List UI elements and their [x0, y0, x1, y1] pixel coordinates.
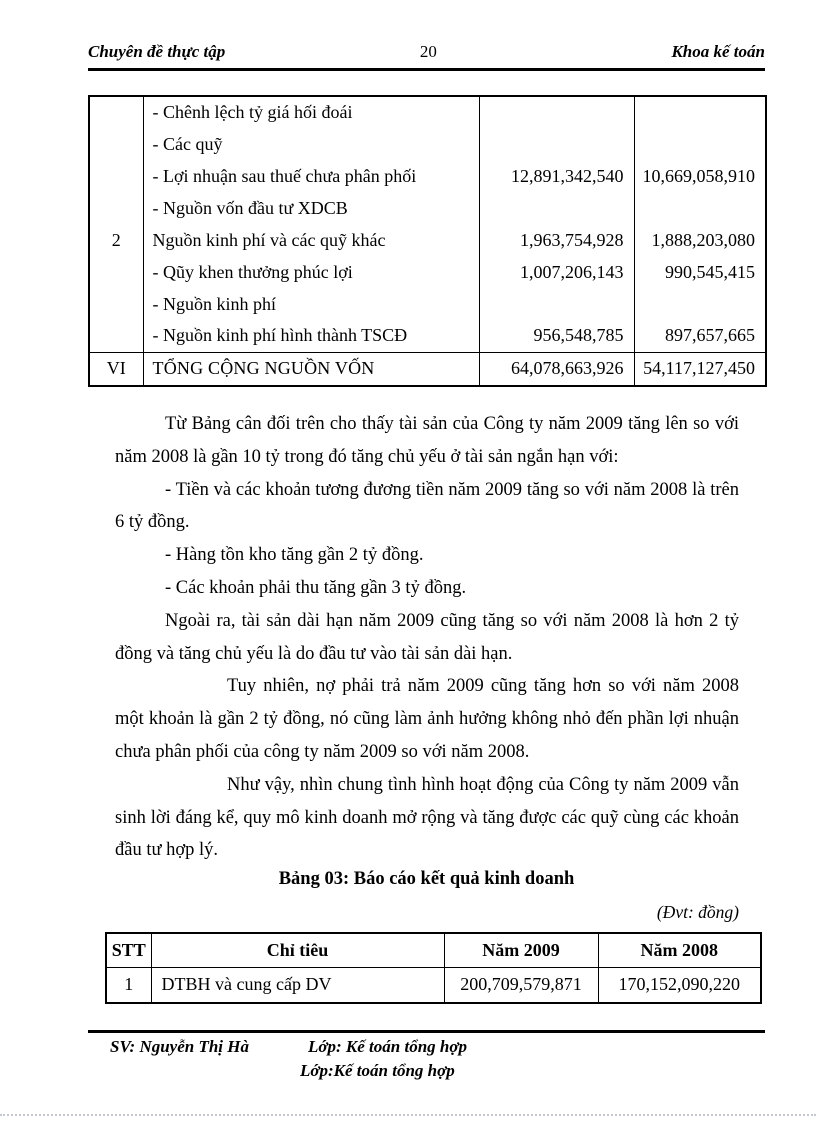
- col-header-nam-2009: Năm 2009: [444, 933, 598, 967]
- value-2008-cell: [634, 192, 766, 224]
- value-2008-cell: [634, 128, 766, 160]
- balance-sheet-table: [88, 95, 767, 387]
- table-row: [89, 192, 766, 224]
- label-cell: - Chênh lệch tỷ giá hối đoái: [143, 96, 479, 128]
- income-statement-table: [105, 932, 762, 1004]
- col-header-nam-2008: Năm 2008: [598, 933, 761, 967]
- stt-cell: [89, 256, 143, 288]
- value-2009-cell: 64,078,663,926: [479, 352, 634, 386]
- label-cell: - Nguồn kinh phí hình thành TSCĐ: [143, 320, 479, 352]
- footer-rule: [88, 1030, 765, 1033]
- value-2008-cell: [634, 96, 766, 128]
- value-2008-cell: 170,152,090,220: [598, 967, 761, 1003]
- page-bottom-dotted-rule: [0, 1114, 816, 1116]
- value-2008-cell: 897,657,665: [634, 320, 766, 352]
- page-header: [88, 42, 765, 62]
- value-2009-cell: 956,548,785: [479, 320, 634, 352]
- label-cell: Nguồn kinh phí và các quỹ khác: [143, 224, 479, 256]
- stt-cell: [89, 128, 143, 160]
- table-row: [89, 128, 766, 160]
- value-2009-cell: 200,709,579,871: [444, 967, 598, 1003]
- table-row: [106, 967, 761, 1003]
- bullet-item: - Các khoản phải thu tăng gần 3 tỷ đồng.: [165, 577, 467, 598]
- header-row: [106, 933, 761, 967]
- table-row: [89, 96, 766, 128]
- value-2009-cell: [479, 288, 634, 320]
- header-course-title: Chuyên đề thực tập: [88, 42, 226, 61]
- label-cell: - Các quỹ: [143, 128, 479, 160]
- stt-cell: 1: [106, 967, 151, 1003]
- stt-cell: [89, 320, 143, 352]
- label-cell: - Qũy khen thưởng phúc lợi: [143, 256, 479, 288]
- label-cell: - Nguồn vốn đầu tư XDCB: [143, 192, 479, 224]
- stt-cell: VI: [89, 352, 143, 386]
- value-2008-cell: 1,888,203,080: [634, 224, 766, 256]
- analysis-text: [115, 408, 739, 867]
- table-row: [89, 256, 766, 288]
- label-cell: - Lợi nhuận sau thuế chưa phân phối: [143, 160, 479, 192]
- stt-cell: [89, 96, 143, 128]
- stt-cell: [89, 192, 143, 224]
- value-2009-cell: 1,963,754,928: [479, 224, 634, 256]
- paragraph: Từ Bảng cân đối trên cho thấy tài sản của Công ty năm 2009 tăng lên so với năm 2008 là gần 10 tỷ trong đó tăng chủ yếu ở tài sản ngắn hạn với:: [115, 414, 739, 467]
- class-name-2: Lớp:Kế toán tổng hợp: [300, 1061, 455, 1080]
- stt-cell: [89, 288, 143, 320]
- stt-cell: 2: [89, 224, 143, 256]
- value-2009-cell: [479, 192, 634, 224]
- value-2009-cell: [479, 96, 634, 128]
- label-cell: - Nguồn kinh phí: [143, 288, 479, 320]
- value-2008-cell: [634, 288, 766, 320]
- value-2009-cell: 1,007,206,143: [479, 256, 634, 288]
- header-rule: [88, 68, 765, 71]
- student-name: SV: Nguyễn Thị Hà: [110, 1037, 250, 1056]
- paragraph: Như vậy, nhìn chung tình hình hoạt động của Công ty năm 2009 vẫn sinh lời đáng kể, quy mô kinh doanh mở rộng và tăng được các quỹ cùng các khoản đầu tư hợp lý.: [115, 774, 739, 861]
- value-2009-cell: [479, 128, 634, 160]
- class-name: Lớp: Kế toán tổng hợp: [308, 1037, 467, 1056]
- page-number: 20: [419, 42, 437, 61]
- total-row: [89, 352, 766, 386]
- value-2008-cell: 54,117,127,450: [634, 352, 766, 386]
- table-caption: Bảng 03: Báo cáo kết quả kinh doanh: [278, 869, 575, 889]
- stt-cell: [89, 160, 143, 192]
- value-2008-cell: 10,669,058,910: [634, 160, 766, 192]
- bullet-item: - Hàng tồn kho tăng gần 2 tỷ đồng.: [165, 545, 424, 566]
- unit-note: (Đvt: đồng): [656, 902, 739, 922]
- col-header-stt: STT: [106, 933, 151, 967]
- col-header-chi-tieu: Chỉ tiêu: [151, 933, 444, 967]
- header-faculty: Khoa kế toán: [671, 42, 765, 61]
- paragraph: Ngoài ra, tài sản dài hạn năm 2009 cũng tăng so với năm 2008 là hơn 2 tỷ đồng và tăng chủ yếu là do đầu tư vào tài sản dài hạn.: [115, 610, 739, 664]
- table-row: [89, 160, 766, 192]
- bullet-item: - Tiền và các khoản tương đương tiền năm 2009 tăng so với năm 2008 là trên 6 tỷ đồng.: [115, 479, 739, 533]
- page-footer: [110, 1037, 710, 1057]
- label-cell: DTBH và cung cấp DV: [151, 967, 444, 1003]
- value-2008-cell: 990,545,415: [634, 256, 766, 288]
- label-cell: TỔNG CỘNG NGUỒN VỐN: [143, 352, 479, 386]
- table-row: [89, 224, 766, 256]
- table-row: [89, 320, 766, 352]
- table-row: [89, 288, 766, 320]
- value-2009-cell: 12,891,342,540: [479, 160, 634, 192]
- paragraph: Tuy nhiên, nợ phải trả năm 2009 cũng tăng hơn so với năm 2008 một khoản là gần 2 tỷ đồng, nó cũng làm ảnh hưởng không nhỏ đến phần lợi nhuận chưa phân phối của công ty năm 2009 so với năm 2008.: [115, 676, 739, 762]
